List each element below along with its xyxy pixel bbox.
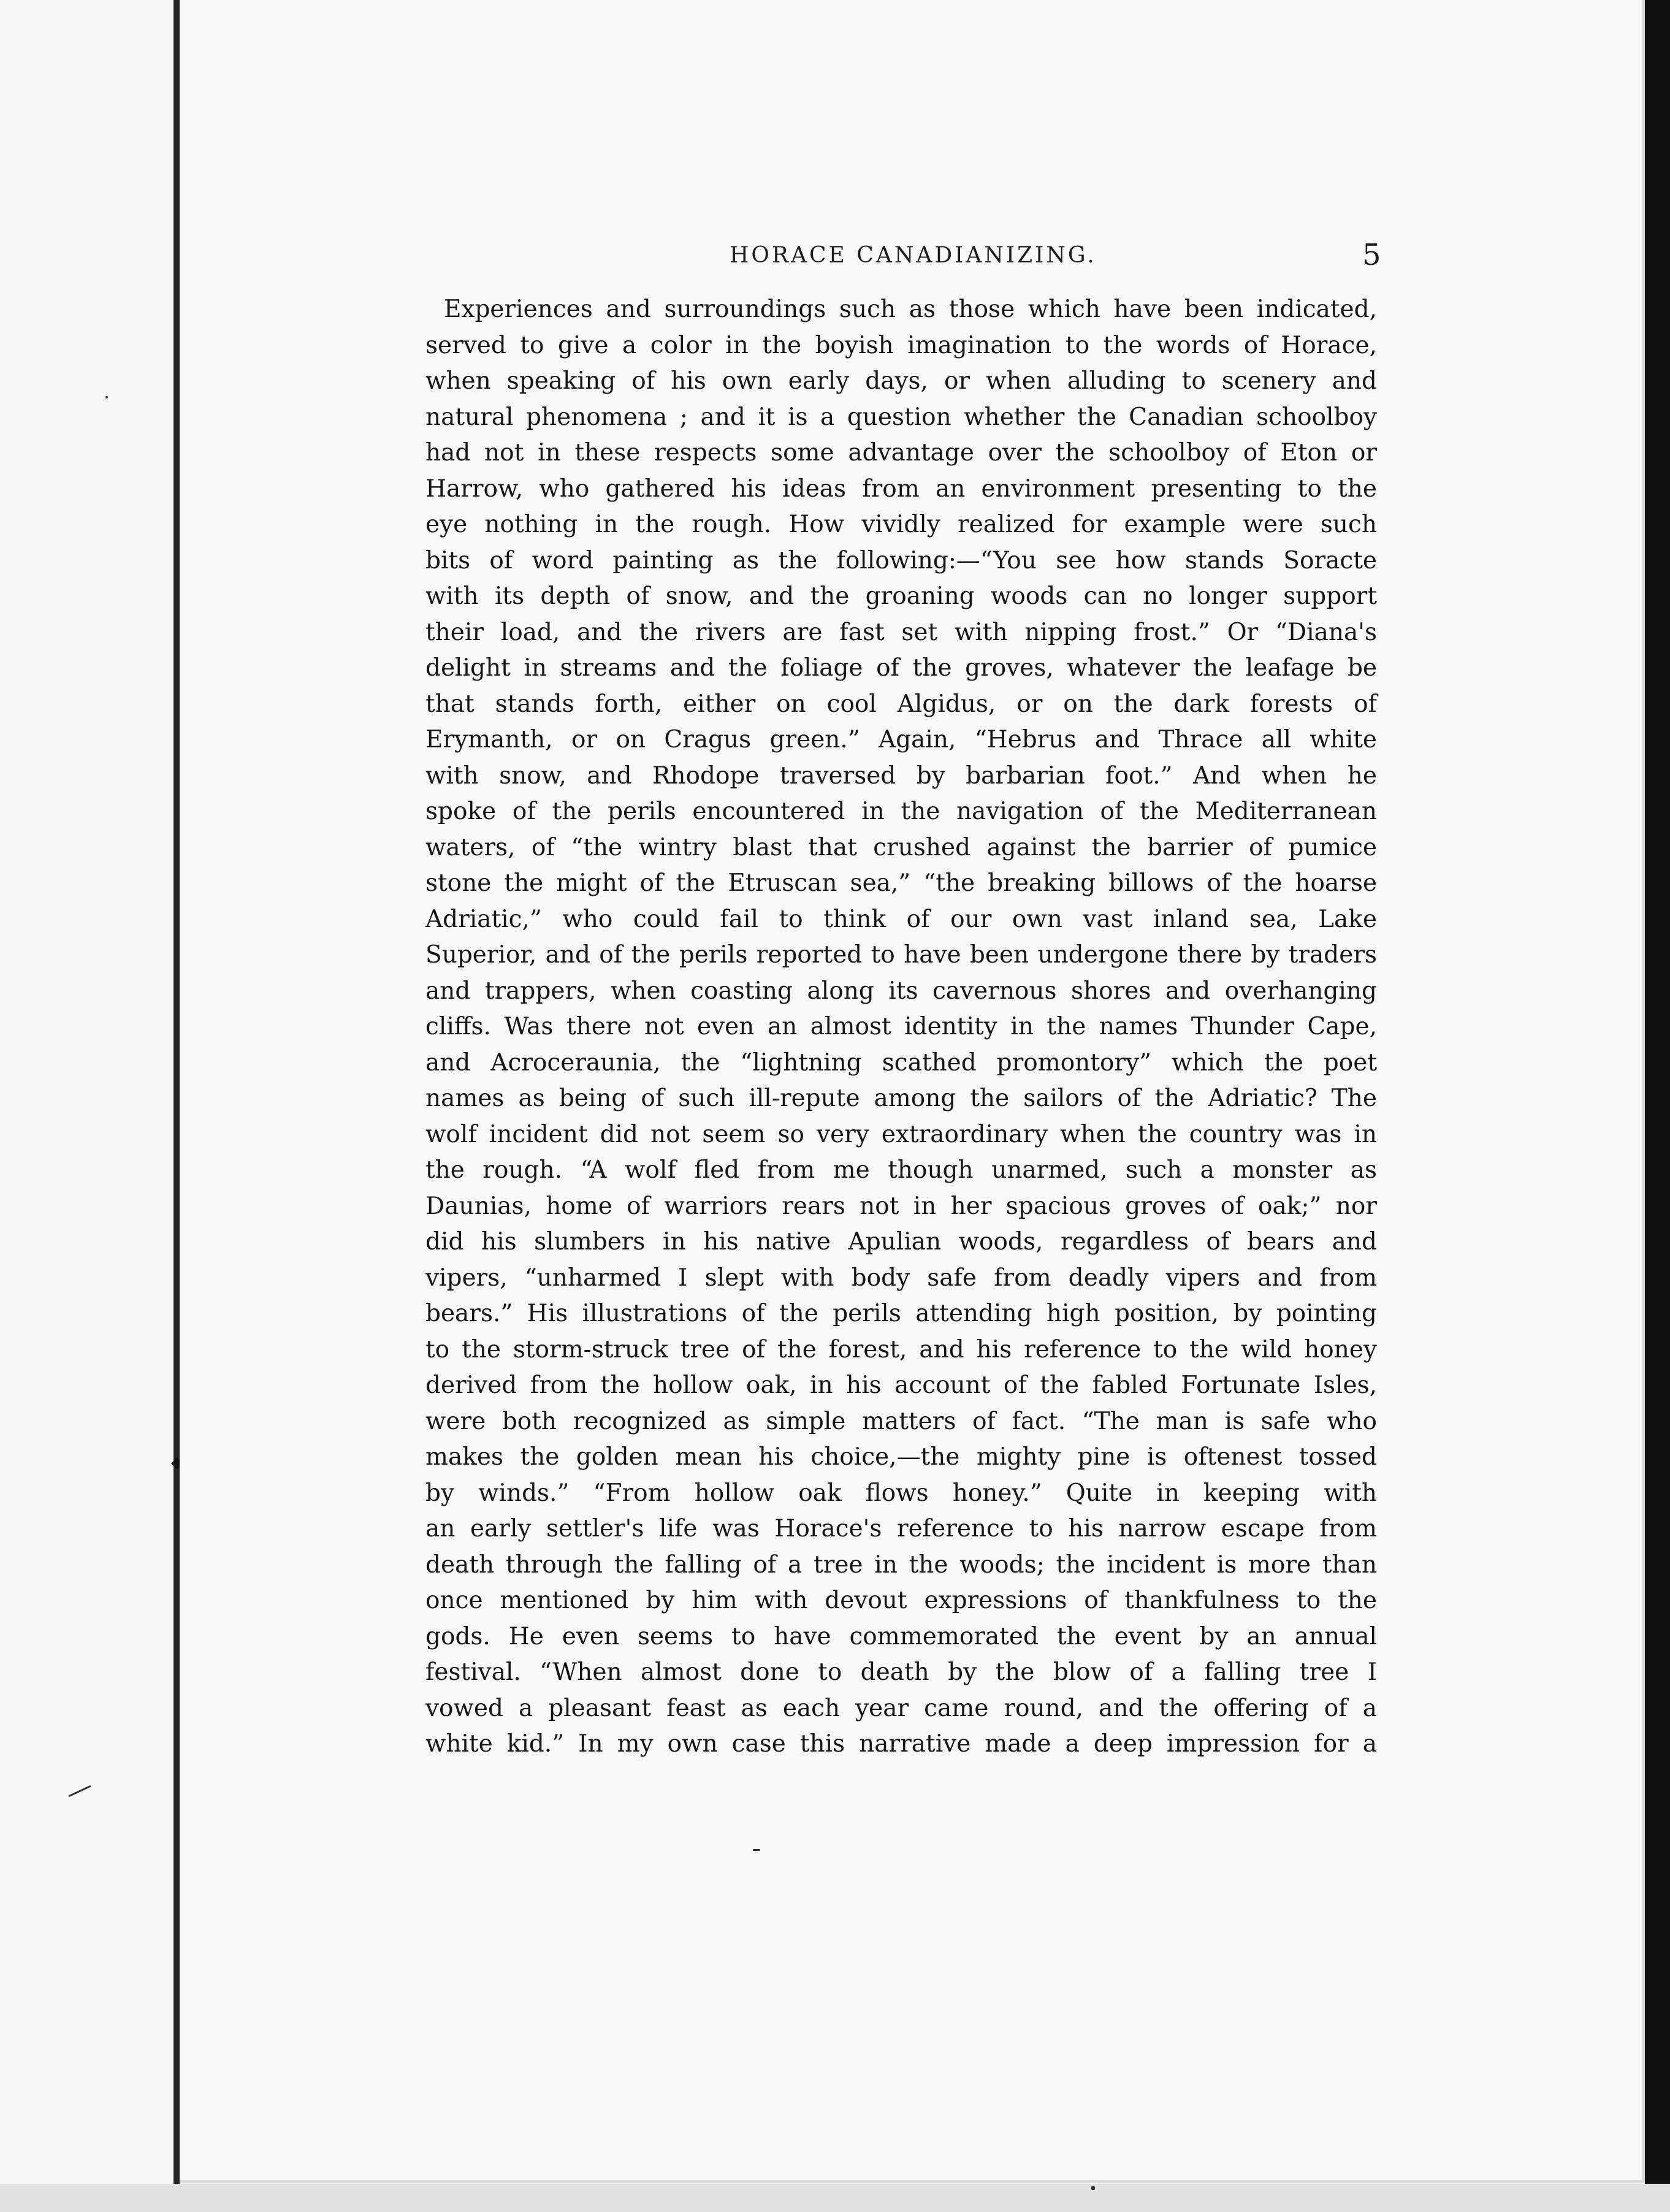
book-gutter — [173, 0, 180, 2212]
text-line: Superior, and of the perils reported to have been undergone there by traders — [425, 941, 1377, 969]
text-line: bears.” His illustrations of the perils attending high position, by pointing — [425, 1300, 1377, 1327]
text-line: names as being of such ill-repute among the sailors of the Adriatic? The — [425, 1085, 1377, 1112]
text-line: Experiences and surroundings such as those which have been indicated, — [444, 296, 1377, 323]
text-line: their load, and the rivers are fast set with nipping frost.” Or “Diana's — [425, 618, 1377, 646]
running-header: HORACE CANADIANIZING. — [730, 243, 1097, 268]
text-line: to the storm-struck tree of the forest, and his reference to the wild honey — [425, 1335, 1377, 1363]
text-line: that stands forth, either on cool Algidus, or on the dark forests of — [425, 690, 1377, 718]
text-line: when speaking of his own early days, or when alluding to scenery and — [425, 367, 1377, 395]
text-line: delight in streams and the foliage of the groves, whatever the leafage be — [425, 654, 1377, 682]
text-line: white kid.” In my own case this narrative made a deep impression for a — [425, 1730, 1377, 1758]
text-line: and Acroceraunia, the “lightning scathed promontory” which the poet — [425, 1048, 1377, 1077]
text-line: did his slumbers in his native Apulian woods, regardless of bears and — [425, 1228, 1377, 1256]
text-line: festival. “When almost done to death by the blow of a falling tree I — [425, 1658, 1377, 1686]
text-line: the rough. “A wolf fled from me though unarmed, such a monster as — [425, 1156, 1377, 1184]
text-line: bits of word painting as the following:—“You see how stands Soracte — [425, 546, 1377, 574]
text-line: an early settler's life was Horace's reference to his narrow escape from — [425, 1515, 1377, 1543]
text-line: and trappers, when coasting along its cavernous shores and overhanging — [425, 977, 1377, 1005]
text-line: with snow, and Rhodope traversed by barbarian foot.” And when he — [425, 761, 1377, 790]
scan-bottom-edge — [0, 2184, 1670, 2212]
text-line: waters, of “the wintry blast that crushed against the barrier of pumice — [425, 833, 1377, 861]
margin-speck — [753, 1849, 760, 1851]
text-line: Erymanth, or on Cragus green.” Again, “Hebrus and Thrace all white — [425, 726, 1377, 753]
text-line: once mentioned by him with devout expressions of thankfulness to the — [425, 1587, 1377, 1614]
text-line: derived from the hollow oak, in his account of the fabled Fortunate Isles, — [425, 1371, 1377, 1399]
text-line: Daunias, home of warriors rears not in her spacious groves of oak;” nor — [425, 1192, 1377, 1220]
text-line: wolf incident did not seem so very extraordinary when the country was in — [425, 1120, 1377, 1148]
text-line: stone the might of the Etruscan sea,” “the breaking billows of the hoarse — [425, 869, 1377, 897]
text-line: Adriatic,” who could fail to think of our own vast inland sea, Lake — [425, 905, 1377, 933]
scan-right-edge — [1645, 0, 1670, 2212]
text-line: had not in these respects some advantage over the schoolboy of Eton or — [425, 439, 1377, 467]
margin-speck — [105, 396, 108, 399]
text-line: makes the golden mean his choice,—the mighty pine is oftenest tossed — [425, 1443, 1377, 1471]
text-line: by winds.” “From hollow oak flows honey.” Quite in keeping with — [425, 1479, 1377, 1507]
text-line: with its depth of snow, and the groaning woods can no longer support — [425, 582, 1377, 610]
text-line: vowed a pleasant feast as each year came round, and the offering of a — [425, 1694, 1377, 1722]
text-line: were both recognized as simple matters of fact. “The man is safe who — [425, 1407, 1377, 1435]
page-number: 5 — [1362, 238, 1381, 272]
text-line: gods. He even seems to have commemorated the event by an annual — [425, 1622, 1377, 1650]
text-line: death through the falling of a tree in the woods; the incident is more than — [425, 1550, 1377, 1579]
margin-speck — [1091, 2186, 1095, 2190]
text-line: natural phenomena ; and it is a question whether the Canadian schoolboy — [425, 403, 1377, 431]
left-page-blank — [0, 0, 173, 2212]
text-line: eye nothing in the rough. How vividly realized for example were such — [425, 511, 1377, 538]
text-line: Harrow, who gathered his ideas from an environment presenting to the — [425, 475, 1377, 503]
text-line: vipers, “unharmed I slept with body safe from deadly vipers and from — [425, 1264, 1377, 1292]
text-line: served to give a color in the boyish imagination to the words of Horace, — [425, 331, 1377, 359]
body-text — [425, 292, 1377, 1763]
text-line: spoke of the perils encountered in the navigation of the Mediterranean — [425, 798, 1377, 825]
text-line: cliffs. Was there not even an almost identity in the names Thunder Cape, — [425, 1013, 1377, 1040]
